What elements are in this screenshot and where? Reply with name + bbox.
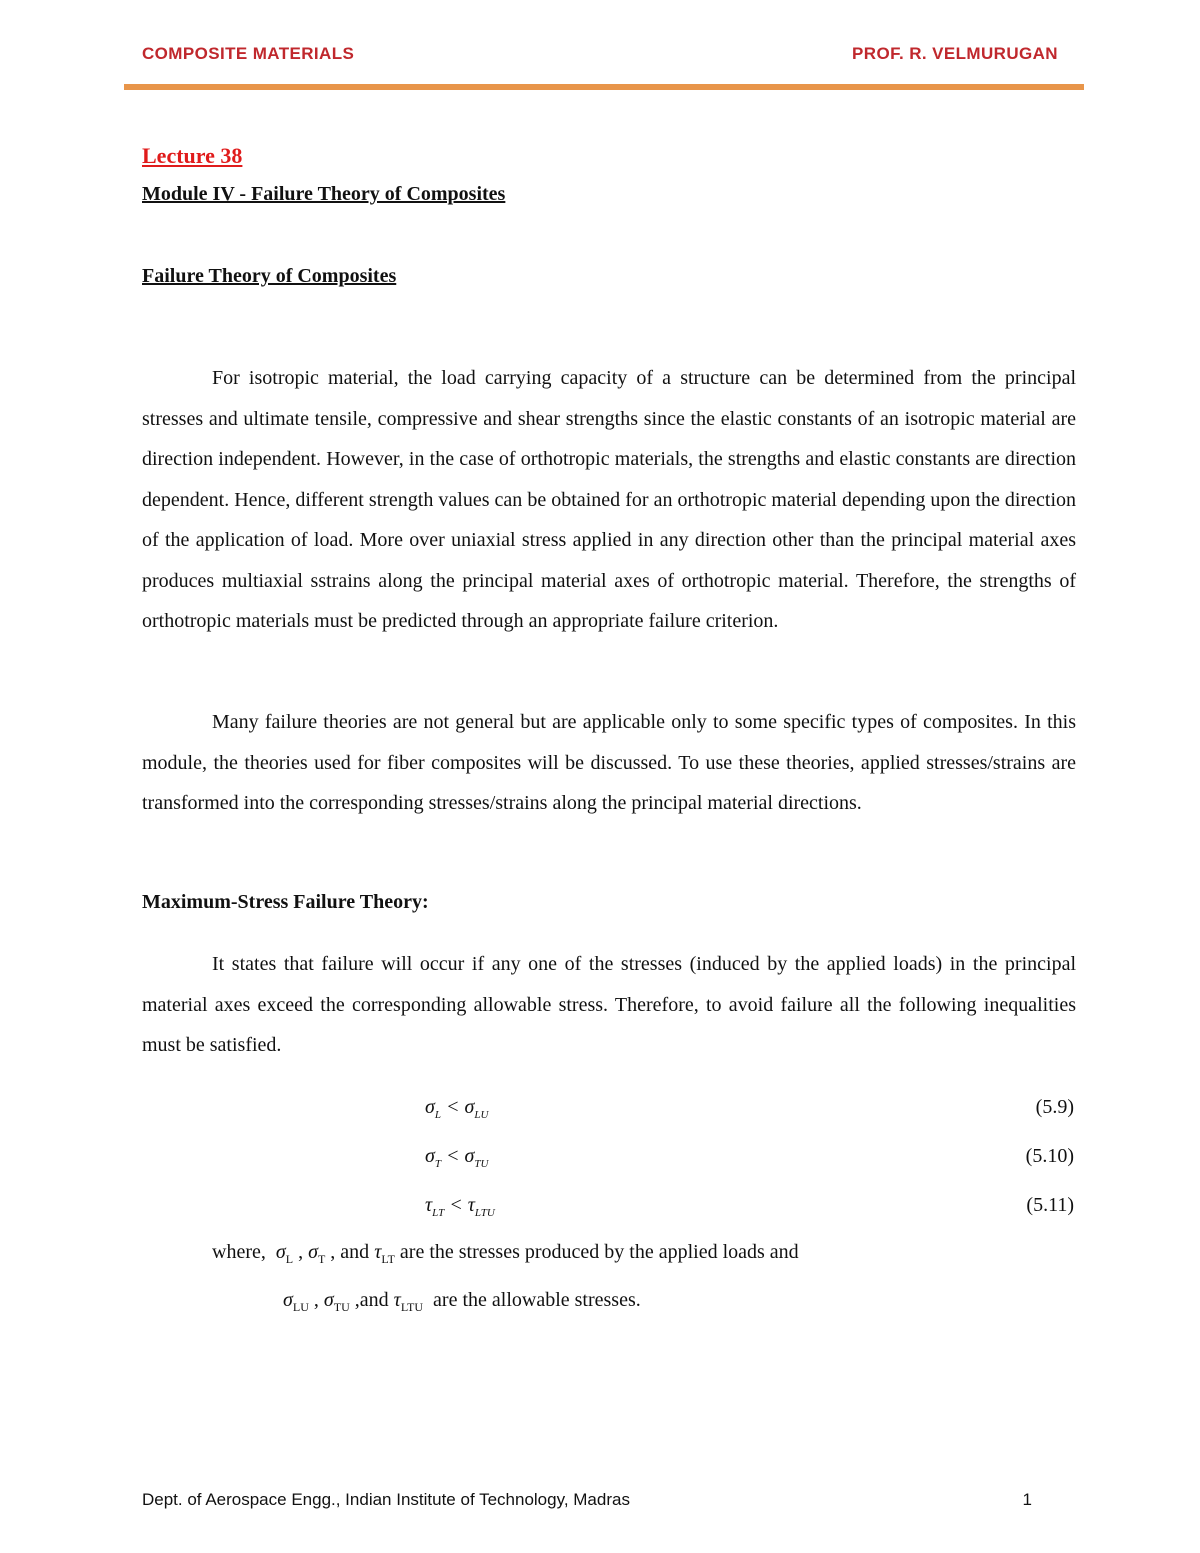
equation-5-10	[142, 1145, 1076, 1175]
header-course-title: COMPOSITE MATERIALS	[142, 44, 355, 63]
equation-expression: $\tau_{LT} < \tau_{LTU}$	[425, 1194, 495, 1219]
where-clause-continued: $\sigma_{LU}$ , $\sigma_{TU}$ ,and $\tau_{LTU}$ are the allowable stresses.	[283, 1289, 641, 1314]
footer-department: Dept. of Aerospace Engg., Indian Institute of Technology, Madras	[142, 1490, 630, 1509]
paragraph-max-stress: It states that failure will occur if any one of the stresses (induced by the applied loads) in the principal material axes exceed the corresponding allowable stress. Therefore, to avoid failure all the following inequalities must be satisfied.	[142, 953, 1076, 1056]
header-rule	[124, 84, 1084, 90]
module-title: Module IV - Failure Theory of Composites	[142, 183, 506, 205]
where-clause: where, $\sigma_L$ , $\sigma_T$ , and $\tau_{LT}$ are the stresses produced by the applied loads and	[212, 1241, 799, 1266]
lecture-title: Lecture 38	[142, 143, 243, 168]
equation-number: (5.9)	[1035, 1096, 1074, 1118]
subheading-max-stress: Maximum-Stress Failure Theory:	[142, 891, 429, 913]
equation-5-9	[142, 1096, 1076, 1126]
equation-expression: $\sigma_L < \sigma_{LU}$	[425, 1096, 489, 1121]
section-title: Failure Theory of Composites	[142, 265, 397, 287]
page-number: 1	[1022, 1490, 1032, 1509]
equation-number: (5.10)	[1025, 1145, 1074, 1167]
paragraph-failure-theories: Many failure theories are not general but are applicable only to some specific types of composites. In this module, the theories used for fiber composites will be discussed. To use these theories, applied stresses/strains are transformed into the corresponding stresses/strains along the principal material directions.	[142, 711, 1076, 814]
paragraph-isotropic: For isotropic material, the load carrying capacity of a structure can be determined from the principal stresses and ultimate tensile, compressive and shear strengths since the elastic constants of an isotropic material are direction independent. However, in the case of orthotropic materials, the strengths and elastic constants are direction dependent. Hence, different strength values can be obtained for an orthotropic material depending upon the direction of the application of load. More over uniaxial stress applied in any direction other than the principal material axes produces multiaxial sstrains along the principal material axes of orthotropic material. Therefore, the strengths of orthotropic materials must be predicted through an appropriate failure criterion.	[142, 367, 1076, 632]
equation-number: (5.11)	[1026, 1194, 1074, 1216]
equation-expression: $\sigma_T < \sigma_{TU}$	[425, 1145, 489, 1170]
header-author: PROF. R. VELMURUGAN	[852, 44, 1058, 63]
equation-5-11	[142, 1194, 1076, 1224]
